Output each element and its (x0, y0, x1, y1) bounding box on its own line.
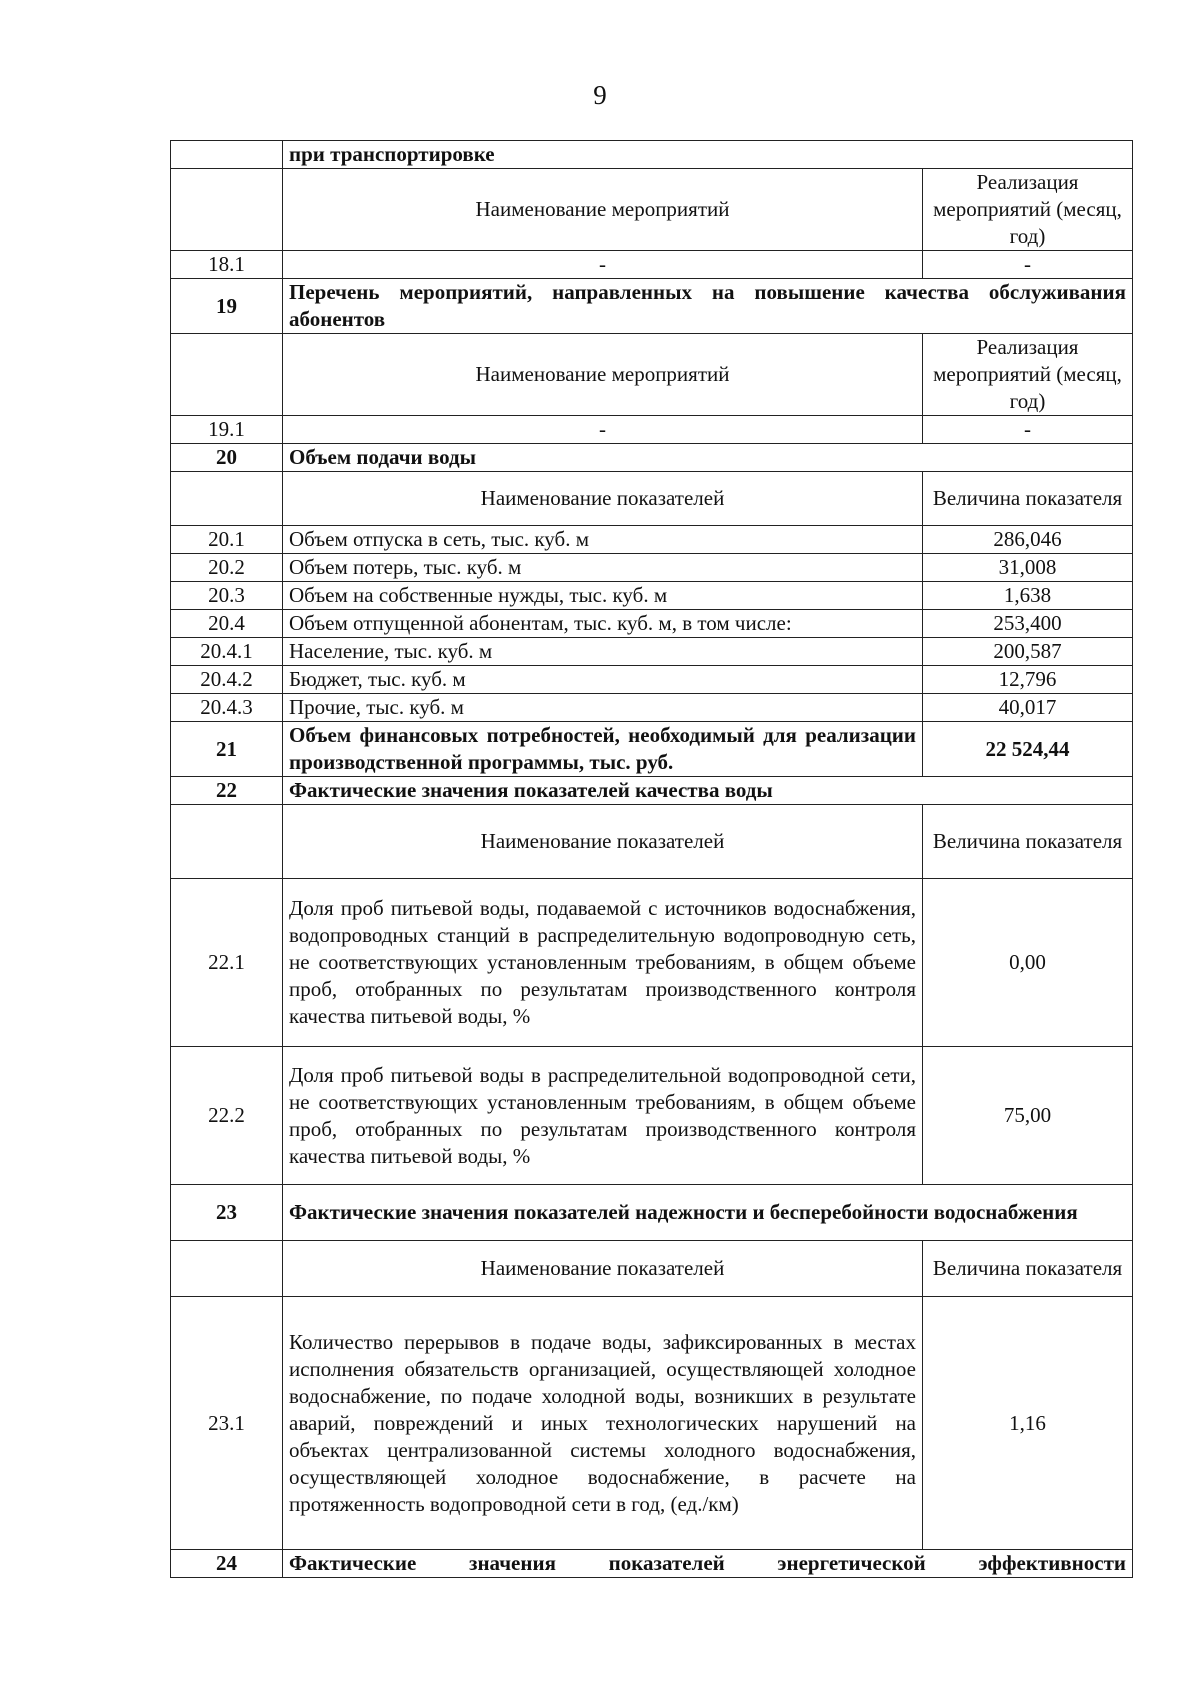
header-indicators: Наименование показателей (283, 1241, 923, 1297)
table-row (171, 251, 1133, 279)
row-name: Объем отпущенной абонентам, тыс. куб. м, в том числе: (283, 610, 923, 638)
table-row (171, 554, 1133, 582)
section-number: 21 (171, 722, 283, 777)
table-row (171, 610, 1133, 638)
table-row (171, 444, 1133, 472)
table-row (171, 638, 1133, 666)
row-number: 20.1 (171, 526, 283, 554)
row-number: 20.3 (171, 582, 283, 610)
header-value: Величина показателя (923, 805, 1133, 879)
row-value: 253,400 (923, 610, 1133, 638)
section-title: Перечень мероприятий, направленных на повышение качества обслуживания абонентов (283, 279, 1133, 334)
table-row (171, 334, 1133, 416)
row-value: 75,00 (923, 1047, 1133, 1185)
header-implementation: Реализация мероприятий (месяц, год) (923, 334, 1133, 416)
section-number: 19 (171, 279, 283, 334)
header-measures: Наименование мероприятий (283, 169, 923, 251)
section-title: Фактические значения показателей качества воды (283, 777, 1133, 805)
row-value: - (923, 416, 1133, 444)
row-value: 1,16 (923, 1297, 1133, 1550)
table-row (171, 416, 1133, 444)
header-implementation: Реализация мероприятий (месяц, год) (923, 169, 1133, 251)
section-number: 22 (171, 777, 283, 805)
row-number-cell (171, 141, 283, 169)
table-row (171, 472, 1133, 526)
row-name: Доля проб питьевой воды, подаваемой с источников водоснабжения, водопроводных станций в распределительную водопроводную сеть, не соответствующих установленным требованиям, в общем объеме проб, отобранных по результатам производственного контроля качества питьевой воды, % (283, 879, 923, 1047)
section-value: 22 524,44 (923, 722, 1133, 777)
header-value: Величина показателя (923, 472, 1133, 526)
header-indicators: Наименование показателей (283, 472, 923, 526)
section-number: 24 (171, 1550, 283, 1578)
row-value: 40,017 (923, 694, 1133, 722)
row-number-cell (171, 169, 283, 251)
row-number: 20.2 (171, 554, 283, 582)
row-name: Доля проб питьевой воды в распределительной водопроводной сети, не соответствующих установленным требованиям, в общем объеме проб, отобранных по результатам производственного контроля качества питьевой воды, % (283, 1047, 923, 1185)
row-name: - (283, 416, 923, 444)
row-number-cell (171, 805, 283, 879)
header-value: Величина показателя (923, 1241, 1133, 1297)
row-number-cell (171, 1241, 283, 1297)
section-number: 23 (171, 1185, 283, 1241)
row-number: 20.4.1 (171, 638, 283, 666)
table-row (171, 1297, 1133, 1550)
table-row (171, 1185, 1133, 1241)
section-title: Фактические значения показателей надежности и бесперебойности водоснабжения (283, 1185, 1133, 1241)
table-row (171, 1550, 1133, 1578)
row-name: Бюджет, тыс. куб. м (283, 666, 923, 694)
table-row (171, 777, 1133, 805)
row-value: 286,046 (923, 526, 1133, 554)
row-number: 23.1 (171, 1297, 283, 1550)
row-number: 22.1 (171, 879, 283, 1047)
table-row (171, 582, 1133, 610)
row-name: Количество перерывов в подаче воды, зафиксированных в местах исполнения обязательств организацией, осуществляющей холодное водоснабжение, по подаче холодной воды, возникших в результате аварий, повреждений и иных технологических нарушений на объектах централизованной системы холодного водоснабжения, осуществляющей холодное водоснабжение, в расчете на протяженность водопроводной сети в год, (ед./км) (283, 1297, 923, 1550)
table-row (171, 694, 1133, 722)
table-row (171, 879, 1133, 1047)
row-name: Население, тыс. куб. м (283, 638, 923, 666)
row-number: 19.1 (171, 416, 283, 444)
section-18-continuation: при транспортировке (283, 141, 1133, 169)
production-program-table (170, 140, 1133, 1578)
row-number: 20.4.2 (171, 666, 283, 694)
table-row (171, 279, 1133, 334)
row-number: 22.2 (171, 1047, 283, 1185)
row-number-cell (171, 334, 283, 416)
row-number: 20.4.3 (171, 694, 283, 722)
table-row (171, 722, 1133, 777)
row-value: 200,587 (923, 638, 1133, 666)
section-number: 20 (171, 444, 283, 472)
row-number: 18.1 (171, 251, 283, 279)
row-name: Объем на собственные нужды, тыс. куб. м (283, 582, 923, 610)
row-name: Объем отпуска в сеть, тыс. куб. м (283, 526, 923, 554)
row-value: 0,00 (923, 879, 1133, 1047)
table-row (171, 1047, 1133, 1185)
page-number: 9 (593, 80, 607, 110)
header-indicators: Наименование показателей (283, 805, 923, 879)
row-number-cell (171, 472, 283, 526)
row-name: Объем потерь, тыс. куб. м (283, 554, 923, 582)
row-name: - (283, 251, 923, 279)
table-row (171, 805, 1133, 879)
header-measures: Наименование мероприятий (283, 334, 923, 416)
row-value: 31,008 (923, 554, 1133, 582)
table-row (171, 1241, 1133, 1297)
row-number: 20.4 (171, 610, 283, 638)
row-value: 12,796 (923, 666, 1133, 694)
section-title: Фактические значения показателей энергетической эффективности (283, 1550, 1133, 1578)
section-title: Объем финансовых потребностей, необходимый для реализации производственной программы, тыс. руб. (283, 722, 923, 777)
table-row (171, 666, 1133, 694)
row-name: Прочие, тыс. куб. м (283, 694, 923, 722)
row-value: 1,638 (923, 582, 1133, 610)
section-title: Объем подачи воды (283, 444, 1133, 472)
table-row (171, 141, 1133, 169)
table-row (171, 526, 1133, 554)
row-value: - (923, 251, 1133, 279)
table-row (171, 169, 1133, 251)
